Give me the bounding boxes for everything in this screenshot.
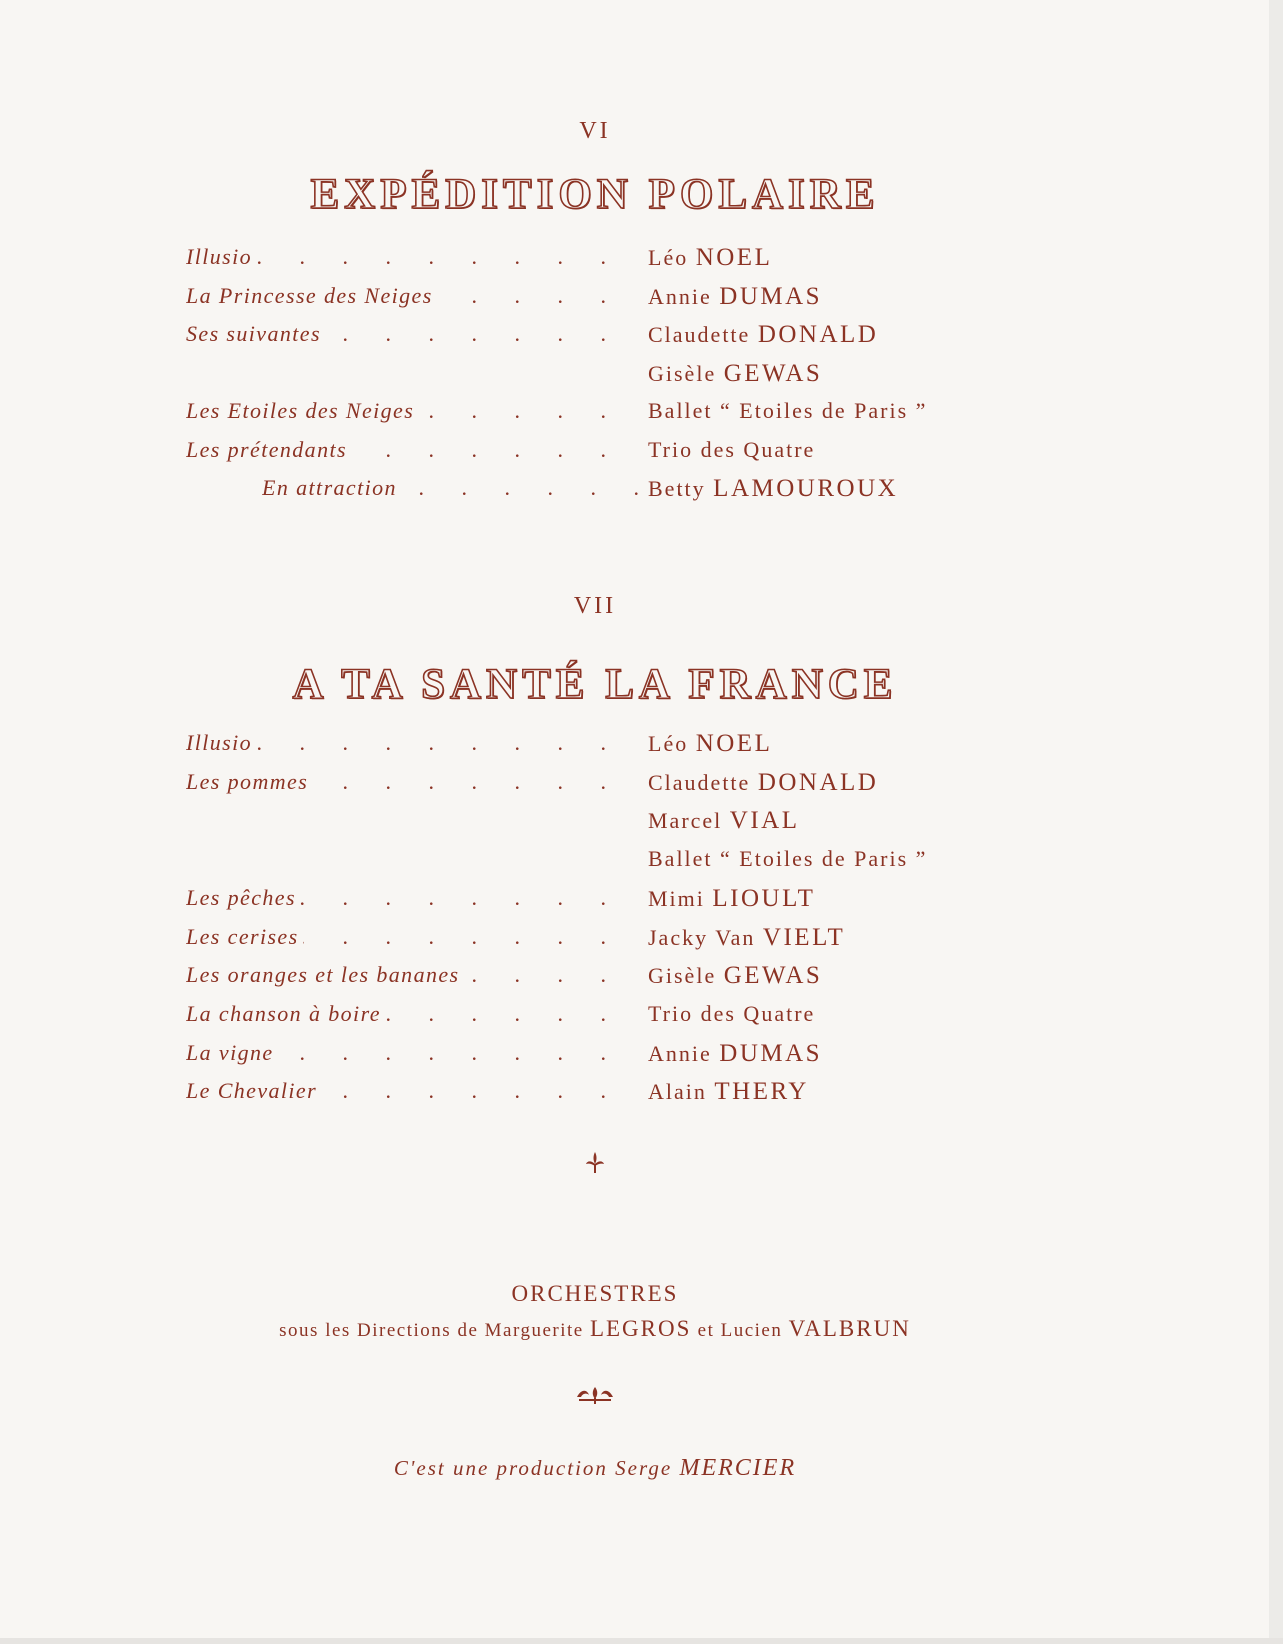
performer-first-name: Alain [648,1079,707,1104]
cast-row [0,321,1000,355]
performer-first-name: Jacky Van [648,925,756,950]
section-numeral: VI [579,118,611,144]
role-text: Le Chevalier [186,1078,321,1103]
cast-row [0,730,1000,764]
performer-name [648,807,800,835]
role-name [186,398,622,424]
performer-surname: DONALD [757,769,879,796]
performer-name [648,1040,822,1068]
cast-row [0,1078,1000,1112]
performer-surname: DUMAS [719,283,823,310]
orchestras-prefix: sous les Directions de Marguerite [279,1320,584,1341]
cast-row [0,769,1000,803]
performer-first-name: Betty [648,476,706,501]
role-text: Les Etoiles des Neiges [186,398,418,423]
role-name [186,885,622,911]
performer-name [648,398,927,424]
role-name [186,1001,622,1027]
performer-surname: LAMOUROUX [713,475,899,502]
role-text: Les pêches [186,885,300,910]
performer-surname: DONALD [757,321,879,348]
role-name [262,475,698,501]
performer-name [648,769,878,797]
role-name [186,321,622,347]
role-text: Les pommes [186,769,312,794]
fleur-de-lis-icon [582,1150,608,1176]
performer-first-name: Ballet “ Etoiles de Paris ” [648,398,928,423]
role-name [186,1040,622,1066]
role-name [186,962,622,988]
performer-surname: LIOULT [712,885,816,912]
performer-first-name: Gisèle [648,361,717,386]
performer-name [648,730,772,758]
performer-name [648,924,845,952]
section-title: A TA SANTÉ LA FRANCE [292,661,898,708]
producer-name: MERCIER [679,1455,797,1481]
performer-surname: NOEL [695,244,773,271]
page-bottom-edge [0,1638,1283,1644]
fleur-de-lis-ornament [0,1150,1190,1182]
cast-row [0,283,1000,317]
performer-name [648,885,815,913]
role-name [186,769,622,795]
performer-name [648,962,822,990]
cast-row [0,475,1000,509]
cast-row [0,437,1000,471]
role-name [186,924,622,950]
conductor-name-1: LEGROS [589,1316,692,1341]
performer-first-name: Léo [648,245,689,270]
performer-name [648,244,772,272]
role-text: Les cerises [186,924,303,949]
cast-row [0,398,1000,432]
orchestras-joiner: et Lucien [697,1320,783,1341]
role-name [186,244,622,270]
performer-first-name: Mimi [648,886,705,911]
cast-row [0,807,1000,841]
production-prefix: C'est une production Serge [393,1456,673,1480]
role-text: En attraction [262,475,401,500]
role-text: La chanson à boire [186,1001,385,1026]
performer-name [648,846,927,872]
performer-surname: GEWAS [723,962,823,989]
performer-surname: THERY [714,1078,809,1105]
performer-surname: VIELT [762,924,846,951]
orchestras-heading: ORCHESTRES [511,1281,679,1306]
performer-first-name: Gisèle [648,963,717,988]
cast-row [0,1001,1000,1035]
performer-surname: VIAL [729,807,800,834]
role-text: La Princesse des Neiges [186,283,437,308]
role-text: Illusio [186,730,256,755]
role-name [186,730,622,756]
scroll-ornament [0,1383,1190,1413]
production-credit [0,1455,1190,1482]
role-name [186,437,622,463]
performer-first-name: Claudette [648,770,751,795]
page-edge-shadow [1269,0,1283,1644]
performer-name [648,321,878,349]
cast-row [0,360,1000,394]
cast-row [0,962,1000,996]
role-text: Illusio [186,244,256,269]
performer-surname: GEWAS [723,360,823,387]
performer-first-name: Trio des Quatre [648,1001,816,1026]
performer-surname: DUMAS [719,1040,823,1067]
orchestras-line [0,1316,1190,1342]
role-name [186,283,622,309]
role-text: Ses suivantes [186,321,325,346]
section-title: EXPÉDITION POLAIRE [310,171,880,218]
section-numeral: VII [573,593,617,619]
cast-row [0,244,1000,278]
performer-name [648,283,822,311]
performer-first-name: Trio des Quatre [648,437,816,462]
performer-name [648,437,815,463]
performer-name [648,360,822,388]
cast-row [0,924,1000,958]
role-text: La vigne [186,1040,278,1065]
cast-row [0,885,1000,919]
cast-row [0,846,1000,880]
performer-first-name: Marcel [648,808,723,833]
role-text: Les prétendants [186,437,351,462]
scroll-ornament-icon [573,1383,617,1407]
performer-first-name: Annie [648,284,712,309]
performer-first-name: Ballet “ Etoiles de Paris ” [648,846,928,871]
performer-first-name: Léo [648,731,689,756]
performer-name [648,1001,815,1027]
performer-first-name: Annie [648,1041,712,1066]
performer-name [648,1078,809,1106]
performer-surname: NOEL [695,730,773,757]
conductor-name-2: VALBRUN [788,1316,911,1341]
performer-first-name: Claudette [648,322,751,347]
role-text: Les oranges et les bananes [186,962,464,987]
role-name [186,1078,622,1104]
cast-row [0,1040,1000,1074]
